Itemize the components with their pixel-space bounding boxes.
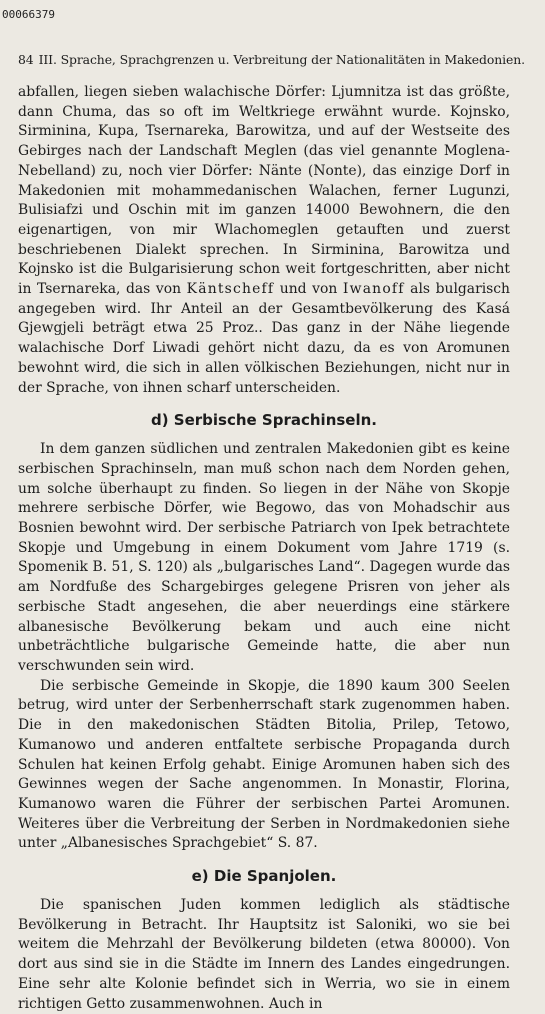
section-heading-e: e) Die Spanjolen. bbox=[191, 867, 337, 886]
paragraph-text: abfallen, liegen sieben walachische Dörfer: Ljumnitza ist das größte, dann Chuma, das so oft im Weltkriege erwähnt wurde. Kojnsko, Sirminina, Kupa, Tsernareka, Barowitza, und auf der Westseite des Gebirges nach der Landschaft Meglen (das viel genannte Moglena-Nebelland) zu, noch vier Dörfer: Nänte (Nonte), das einzige Dorf in Makedonien mit mohammedanischen Walachen, ferner Lugunzi, Bulisiafzi und Oschin mit im ganzen 14000 Bewohnern, die den eigenartigen, von mir Wlachomeglen getauften und zuerst beschriebenen Dialekt sprechen. In Sirminina, Barowitza und Kojnsko ist die Bulgarisierung schon weit fortgeschritten, aber nicht in Tsernareka, das von bbox=[18, 84, 510, 298]
page-number: 84 bbox=[18, 52, 34, 67]
archive-stamp: 00066379 bbox=[2, 8, 55, 21]
author-name: Käntscheff bbox=[186, 281, 275, 298]
paragraph: Die spanischen Juden kommen lediglich als städtische Bevölkerung in Betracht. Ihr Hauptsitz ist Saloniki, wo sie bei weitem die Mehrzahl der Bevölkerung bildeten (etwa 80000). Von dort aus sind sie in die Städte im Innern des Landes eingedrungen. Eine sehr alte Kolonie befindet sich in Werria, wo sie in einem richtigen Getto zusammenwohnen. Auch in bbox=[18, 897, 510, 1012]
paragraph-text: als bulgarisch angegeben wird. Ihr Anteil an der Gesamtbevölkerung des Kasá Gjewgjeli beträgt etwa 25 Proz.. Das ganz in der Nähe liegende walachische Dorf Liwadi gehört nicht dazu, da es von Aromunen bewohnt wird, die sich in allen völkischen Beziehungen, nicht nur in der Sprache, von ihnen scharf unterscheiden. bbox=[18, 281, 510, 396]
paragraph-text: und von bbox=[274, 281, 343, 298]
paragraph-continuation bbox=[18, 83, 510, 398]
paragraph: Die serbische Gemeinde in Skopje, die 1890 kaum 300 Seelen betrug, wird unter der Serbenherrschaft stark zugenommen haben. Die in den makedonischen Städten Bitolia, Prilep, Tetowo, Kumanowo und anderen entfaltete serbische Propaganda durch Schulen hat keinen Erfolg gehabt. Einige Aromunen haben sich des Gewinnes wegen der Sache angenommen. In Monastir, Florina, Kumanowo waren die Führer der serbischen Partei Aromunen. Weiteres über die Verbreitung der Serben in Nordmakedonien siehe unter „Albanesisches Sprachgebiet“ S. 87. bbox=[18, 677, 510, 852]
running-header bbox=[18, 52, 528, 67]
running-title: III. Sprache, Sprachgrenzen u. Verbreitung der Nationalitäten in Makedonien. bbox=[38, 52, 525, 67]
section-heading-d: d) Serbische Sprachinseln. bbox=[150, 411, 378, 430]
author-name: Iwanoff bbox=[342, 281, 405, 298]
paragraph: In dem ganzen südlichen und zentralen Makedonien gibt es keine serbischen Sprachinseln, man muß schon nach dem Norden gehen, um solche überhaupt zu finden. So liegen in der Nähe von Skopje mehrere serbische Dörfer, wie Begowo, das von Mohadschir aus Bosnien bewohnt wird. Der serbische Patriarch von Ipek betrachtete Skopje und Umgebung in einem Dokument vom Jahre 1719 (s. Spomenik B. 51, S. 120) als „bulgarisches Land“. Dagegen wurde das am Nordfuße des Schargebirges gelegene Prisren von jeher als serbische Stadt angesehen, die aber neuerdings eine stärkere albanesische Bevölkerung bekam und auch eine nicht unbeträchtliche bulgarische Gemeinde hatte, die aber nun verschwunden sein wird. bbox=[18, 441, 510, 674]
page-body bbox=[18, 83, 510, 1014]
